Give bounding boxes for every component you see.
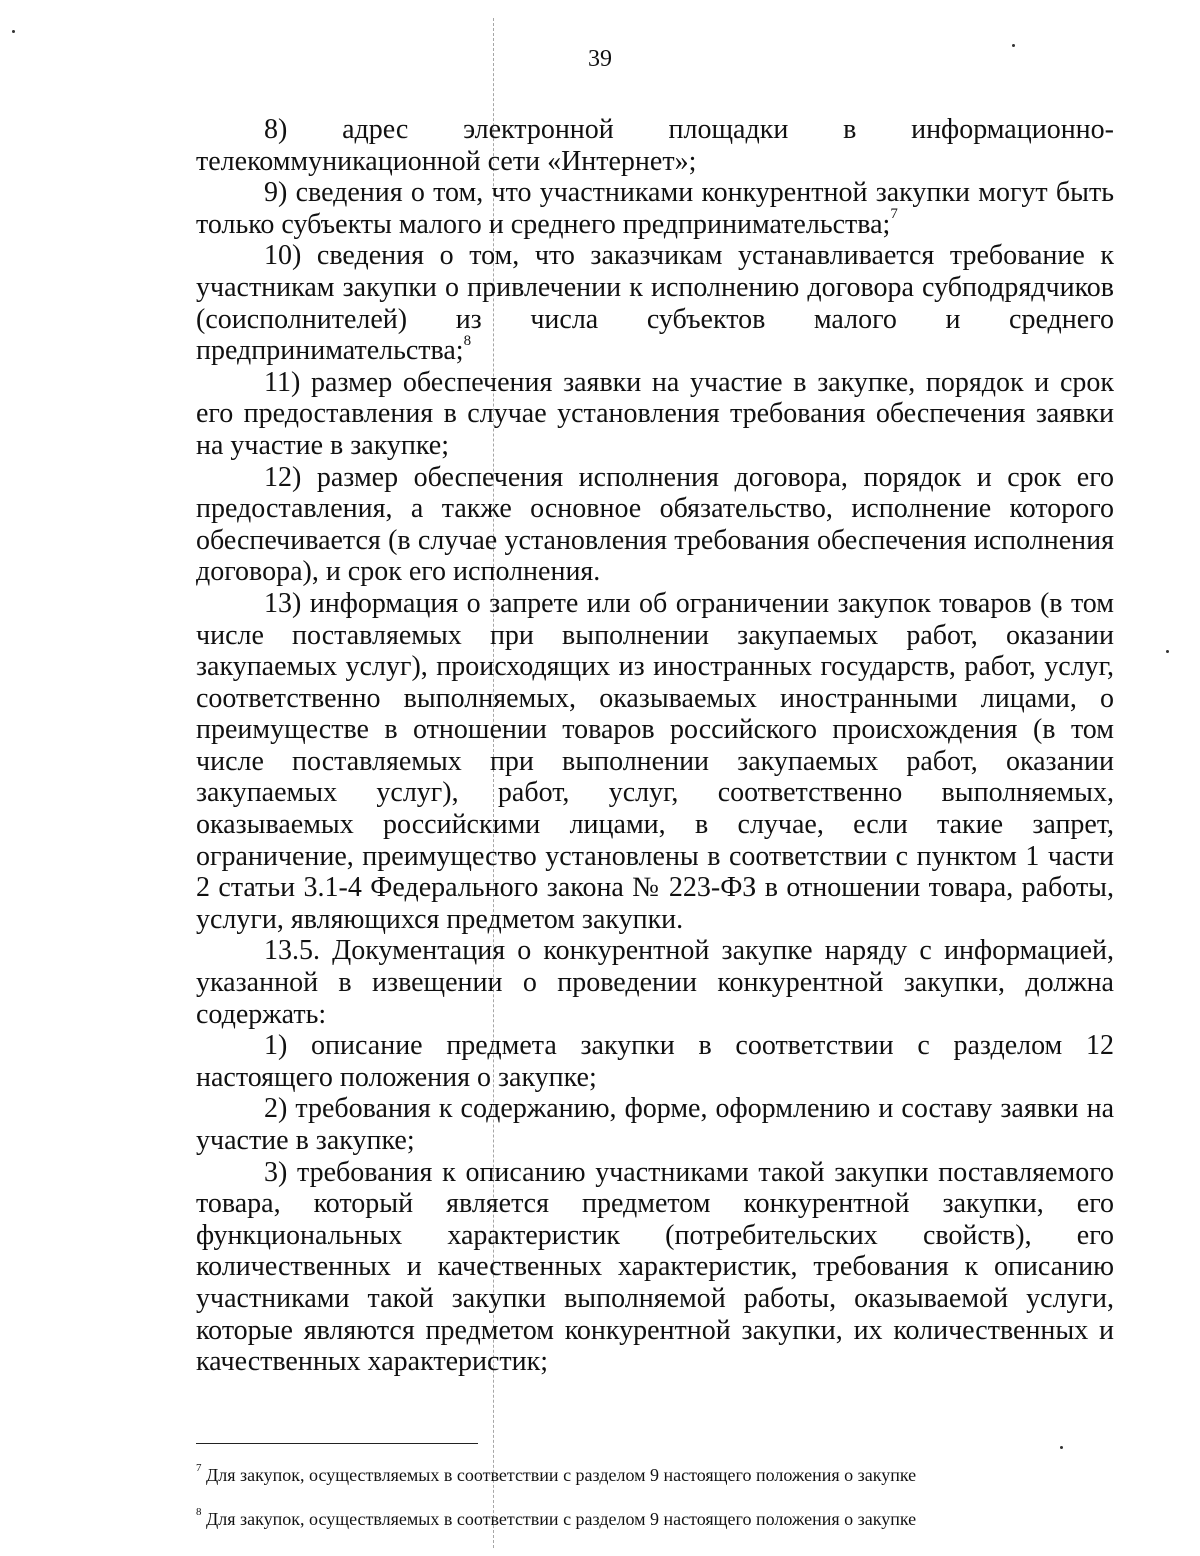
footnote-ref-7: 7 (890, 206, 898, 223)
footnote-7 (196, 1464, 1096, 1486)
scan-speck (1166, 650, 1169, 653)
document-body (196, 114, 1114, 1378)
paragraph-item-9: 9) сведения о том, что участниками конкурентной закупки могут быть только субъекты малого и среднего предпринимательства;$^7$ (196, 177, 1114, 240)
footnote-text: Для закупок, осуществляемых в соответствии с разделом 9 настоящего положения о закупке (206, 1509, 917, 1529)
scan-speck (12, 30, 15, 33)
footnote-8 (196, 1508, 1096, 1530)
paragraph-subitem-1: 1) описание предмета закупки в соответствии с разделом 12 настоящего положения о закупке; (196, 1030, 1114, 1093)
paragraph-item-13: 13) информация о запрете или об ограничении закупок товаров (в том числе поставляемых при выполнении закупаемых работ, оказании закупаемых услуг), происходящих из иностранных государств, работ, услуг, соответственно выполняемых, оказываемых иностранными лицами, о преимуществе в отношении товаров российского происхождения (в том числе поставляемых при выполнении закупаемых работ, оказании закупаемых услуг), работ, услуг, соответственно выполняемых, оказываемых российскими лицами, в случае, если такие запрет, ограничение, преимущество установлены в соответствии с пунктом 1 части 2 статьи 3.1-4 Федерального закона № 223-ФЗ в отношении товара, работы, услуги, являющихся предметом закупки. (196, 587, 1114, 935)
footnote-text: Для закупок, осуществляемых в соответствии с разделом 9 настоящего положения о закупке (206, 1465, 917, 1485)
paragraph-item-11: 11) размер обеспечения заявки на участие в закупке, порядок и срок его предоставления в случае установления требования обеспечения заявки на участие в закупке; (196, 366, 1114, 461)
paragraph-item-12: 12) размер обеспечения исполнения договора, порядок и срок его предоставления, а также основное обязательство, исполнение которого обеспечивается (в случае установления требования обеспечения исполнения договора), и срок его исполнения. (196, 461, 1114, 588)
paragraph-item-8: 8) адрес электронной площадки в информационно-телекоммуникационной сети «Интернет»; (196, 114, 1114, 177)
paragraph-item-10: 10) сведения о том, что заказчикам устанавливается требование к участникам закупки о привлечении к исполнению договора субподрядчиков (соисполнителей) из числа субъектов малого и среднего предпринимательства;$^8$ (196, 240, 1114, 367)
paragraph-subitem-3: 3) требования к описанию участниками такой закупки поставляемого товара, который является предметом конкурентной закупки, его функциональных характеристик (потребительских свойств), его количественных и качественных характеристик, требования к описанию участниками такой закупки выполняемой работы, оказываемой услуги, которые являются предметом конкурентной закупки, их количественных и качественных характеристик; (196, 1156, 1114, 1378)
paragraph-subitem-2: 2) требования к содержанию, форме, оформлению и составу заявки на участие в закупке; (196, 1093, 1114, 1156)
footnote-number: 8 (196, 1506, 202, 1518)
footnote-number: 7 (196, 1462, 202, 1474)
paragraph-section-13-5: 13.5. Документация о конкурентной закупке наряду с информацией, указанной в извещении о проведении конкурентной закупки, должна содержать: (196, 935, 1114, 1030)
footnote-ref-8: 8 (463, 332, 472, 349)
page-number: 39 (588, 46, 612, 72)
footnote-separator (196, 1443, 478, 1444)
scan-speck (1060, 1446, 1063, 1449)
